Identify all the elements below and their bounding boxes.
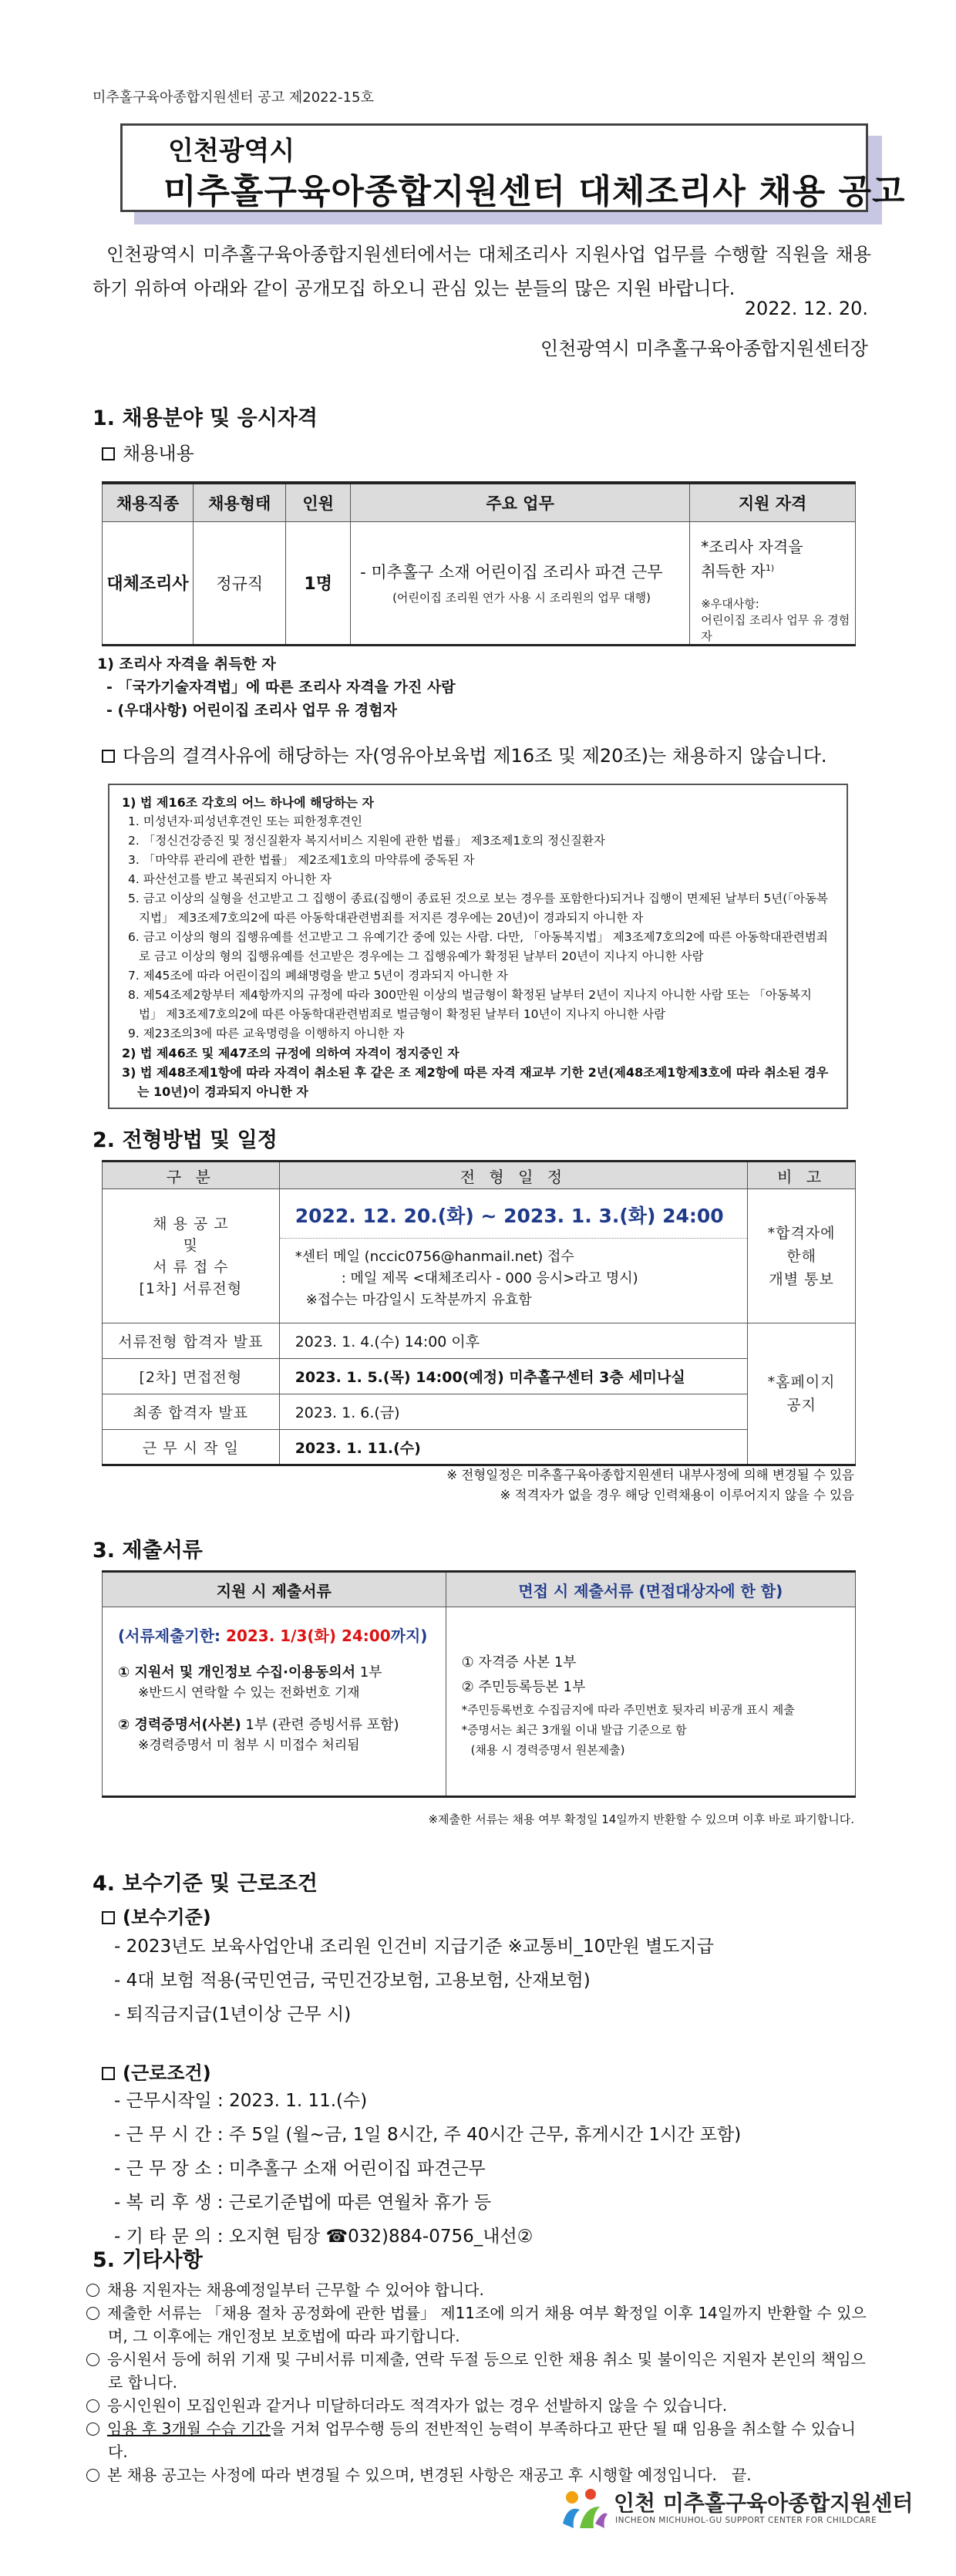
section-3-title: 3. 제출서류 [93, 1539, 203, 1563]
col-duty: 주요 업무 [351, 483, 690, 521]
page-title: 미추홀구육아종합지원센터 대체조리사 채용 공고 [163, 172, 906, 211]
apply-doc-2: ② 경력증명서(사본) 1부 (관련 증빙서류 포함) [118, 1717, 399, 1733]
circle-bullet-icon [86, 2399, 99, 2412]
col-count: 인원 [286, 483, 351, 521]
col-qual: 지원 자격 [690, 483, 856, 521]
center-logo-text: 인천 미추홀구육아종합지원센터 [614, 2490, 914, 2516]
cell-job: 대체조리사 [103, 521, 194, 646]
row-final-label: 최종 합격자 발표 [103, 1394, 280, 1430]
apply-docs-cell [103, 1607, 446, 1797]
checkbox-square-icon [102, 2067, 115, 2080]
row-interview-label: [2차] 면접전형 [103, 1359, 280, 1394]
cell-qual [690, 521, 856, 646]
row-apply-label: 채 용 공 고 및 서 류 접 수 [1차] 서류전형 [103, 1189, 280, 1323]
doc-number: 미추홀구육아종합지원센터 공고 제2022-15호 [93, 89, 374, 106]
documents-table [102, 1570, 856, 1798]
pay-list: - 2023년도 보육사업안내 조리원 인건비 지급기준 ※교통비_10만원 별도지급 - 4대 보험 적용(국민연금, 국민건강보험, 고용보험, 산재보험) - 퇴직금지급(1년이상 근무 시) [114, 1937, 714, 2025]
apply-doc-1-note: ※반드시 연락할 수 있는 전화번호 기재 [138, 1685, 360, 1701]
row-start-label: 근 무 시 작 일 [103, 1430, 280, 1465]
col-apply-docs: 지원 시 제출서류 [103, 1572, 446, 1607]
col-category: 구 분 [103, 1162, 280, 1189]
notice-date: 2022. 12. 20. [744, 298, 868, 319]
center-logo-subtext: INCHEON MICHUHOL-GU SUPPORT CENTER FOR CHILDCARE [615, 2516, 877, 2525]
col-interview-docs: 면접 시 제출서류 (면접대상자에 한 함) [446, 1572, 855, 1607]
circle-bullet-icon [86, 2284, 99, 2297]
misc-item: 채용 지원자는 채용예정일부터 근무할 수 있어야 합니다. [86, 2278, 873, 2301]
duty-note: (어린이집 조리원 연가 사용 시 조리원의 업무 대행) [392, 591, 651, 605]
row-doc-result-value: 2023. 1. 4.(수) 14:00 이후 [279, 1323, 747, 1359]
pay-title: (보수기준) [102, 1902, 211, 1929]
row-start-value: 2023. 1. 11.(수) [279, 1430, 747, 1465]
disq-title: 다음의 결격사유에 해당하는 자(영유아보육법 제16조 및 제20조)는 채용하지 않습니다. [102, 740, 827, 767]
col-remark: 비 고 [748, 1162, 856, 1189]
section-1-sub: 채용내용 [102, 438, 194, 465]
section-5-title: 5. 기타사항 [93, 2248, 203, 2272]
cond-list: - 근무시작일 : 2023. 1. 11.(수) - 근 무 시 간 : 주 5일 (월~금, 1일 8시간, 주 40시간 근무, 휴게시간 1시간 포함) - 근 무 장 소 : 미추홀구 소재 어린이집 파견근무 - 복 리 후 생 : 근로기준법에 따른 연월차 휴가 등 - 기 타 문 의 : 오지현 팀장 ☎032)884-0756_내선② [114, 2091, 742, 2247]
apply-doc-2-note: ※경력증명서 미 첨부 시 미접수 처리됨 [138, 1738, 360, 1753]
cell-count: 1명 [286, 521, 351, 646]
circle-bullet-icon [86, 2469, 99, 2482]
section-4-title: 4. 보수기준 및 근로조건 [93, 1872, 318, 1896]
row-homepage-remark: *홈페이지 공지 [748, 1323, 856, 1465]
misc-item: 제출한 서류는 「채용 절차 공정화에 관한 법률」 제11조에 의거 채용 여부 확정일 이후 14일까지 반환할 수 있으며, 그 이후에는 개인정보 보호법에 따라 파기합니다. [86, 2301, 873, 2348]
row-apply-value: 2022. 12. 20.(화) ~ 2023. 1. 3.(화) 24:00 *센터 메일 (nccic0756@hanmail.net) 접수 : 메일 제목 <대체조리사 - 000 응시>라고 명시) ※접수는 마감일시 도착분까지 유효함 [279, 1189, 747, 1323]
checkbox-square-icon [102, 1911, 115, 1924]
hiring-table [102, 481, 856, 646]
apply-doc-1: ① 지원서 및 개인정보 수집·이용동의서 1부 [118, 1664, 382, 1681]
misc-item: 임용 후 3개월 수습 기간을 거쳐 업무수행 등의 전반적인 능력이 부족하다고 판단 될 때 임용을 취소할 수 있습니다. [86, 2417, 873, 2463]
qual-pref-text: 어린이집 조리사 업무 유 경험자 [701, 613, 850, 644]
disq-box: 1) 법 제16조 각호의 어느 하나에 해당하는 자 1. 미성년자·피성년후견인 또는 피한정후견인 2. 「정신건강증진 및 정신질환자 복지서비스 지원에 관한 법률」 제3조제1호의 정신질환자 3. 「마약류 관리에 관한 법률」 제2조제1호의 마약류에 중독된 자 4. 파산선고를 받고 복권되지 아니한 자 5. 금고 이상의 실형을 선고받고 그 집행이 종료(집행이 종료된 것으로 보는 경우를 포함한다)되거나 집행이 면제된 날부터 5년(「아동복지법」 제3조제7호의2에 따른 아동학대관련범죄를 저지른 경우에는 20년)이 경과되지 아니한 자 6. 금고 이상의 형의 집행유예를 선고받고 그 유예기간 중에 있는 사람. 다만, 「아동복지법」 제3조제7호의2에 따른 아동학대관련범죄로 금고 이상의 형의 집행유예를 선고받은 경우에는 그 집행유예가 확정된 날부터 20년이 지나지 아니한 사람 7. 제45조에 따라 어린이집의 폐쇄명령을 받고 5년이 경과되지 아니한 자 8. 제54조제2항부터 제4항까지의 규정에 따라 300만원 이상의 벌금형이 확정된 날부터 2년이 지나지 아니한 사람 또는 「아동복지법」 제3조제7호의2에 따른 아동학대관련범죄로 벌금형이 확정된 날부터 10년이 지나지 아니한 사람 9. 제23조의3에 따른 교육명령을 이행하지 아니한 자 2) 법 제46조 및 제47조의 규정에 의하여 자격이 정지중인 자 3) 법 제48조제1항에 따라 자격이 취소된 후 같은 조 제2항에 따른 자격 재교부 기한 2년(제48조제1항제3호에 따라 취소된 경우는 10년)이 경과되지 아니한 자 [108, 784, 848, 1109]
col-job: 채용직종 [103, 483, 194, 521]
row-apply-remark: *합격자에 한해 개별 통보 [748, 1189, 856, 1323]
misc-item: 응시인원이 모집인원과 같거나 미달하더라도 적격자가 없는 경우 선발하지 않을 수 있습니다. [86, 2394, 873, 2417]
cond-title: (근로조건) [102, 2058, 211, 2085]
documents-note: ※제출한 서류는 채용 여부 확정일 14일까지 반환할 수 있으며 이후 바로 파기합니다. [428, 1812, 854, 1826]
schedule-notes: ※ 전형일정은 미추홀구육아종합지원센터 내부사정에 의해 변경될 수 있음 ※ 적격자가 없을 경우 해당 인력채용이 이루어지지 않을 수 있음 [446, 1468, 854, 1502]
intro-text: 인천광역시 미추홀구육아종합지원센터에서는 대체조리사 지원사업 업무를 수행할 직원을 채용하기 위하여 아래와 같이 공개모집 하오니 관심 있는 분들의 많은 지원 바랍니다. [93, 244, 871, 299]
col-type: 채용형태 [194, 483, 286, 521]
row-final-value: 2023. 1. 6.(금) [279, 1394, 747, 1430]
title-region: 인천광역시 [168, 136, 295, 167]
section-1-title: 1. 채용분야 및 응시자격 [93, 406, 318, 430]
row-doc-result-label: 서류전형 합격자 발표 [103, 1323, 280, 1359]
circle-bullet-icon [86, 2307, 99, 2320]
circle-bullet-icon [86, 2423, 99, 2436]
row-interview-value: 2023. 1. 5.(목) 14:00(예정) 미추홀구센터 3층 세미나실 [279, 1359, 747, 1394]
cell-type: 정규직 [194, 521, 286, 646]
duty-text: - 미추홀구 소재 어린이집 조리사 파견 근무 [360, 563, 663, 582]
qual-pref-label: ※우대사항: [701, 597, 759, 612]
cell-duty [351, 521, 690, 646]
schedule-table [102, 1160, 856, 1466]
misc-item: 본 채용 공고는 사정에 따라 변경될 수 있으며, 변경된 사항은 재공고 후 시행할 예정입니다. 끝. [86, 2463, 873, 2487]
circle-bullet-icon [86, 2353, 99, 2366]
interview-docs-cell: ① 자격증 사본 1부 ② 주민등록등본 1부 *주민등록번호 수집금지에 따라 주민번호 뒷자리 비공개 표시 제출 *증명서는 최근 3개월 이내 발급 기준으로 함 (채용 시 경력증명서 원본제출) [446, 1607, 855, 1797]
deadline: (서류제출기한: 2023. 1/3(화) 24:00까지) [118, 1627, 428, 1645]
notice-org: 인천광역시 미추홀구육아종합지원센터장 [540, 338, 868, 359]
col-schedule: 전 형 일 정 [279, 1162, 747, 1189]
center-logo-icon [557, 2483, 611, 2533]
misc-item: 응시원서 등에 허위 기재 및 구비서류 미제출, 연락 두절 등으로 인한 채용 취소 및 불이익은 지원자 본인의 책임으로 합니다. [86, 2348, 873, 2394]
qual-text: *조리사 자격을 취득한 자$^{1)}$ [701, 537, 803, 581]
section-2-title: 2. 전형방법 및 일정 [93, 1128, 278, 1152]
qual-notes: 1) 조리사 자격을 취득한 자 - 「국가기술자격법」에 따른 조리사 자격을 가진 사람 - (우대사항) 어린이집 조리사 업무 유 경험자 [97, 656, 456, 719]
misc-list [86, 2278, 873, 2487]
checkbox-square-icon [102, 750, 115, 763]
checkbox-square-icon [102, 447, 115, 460]
